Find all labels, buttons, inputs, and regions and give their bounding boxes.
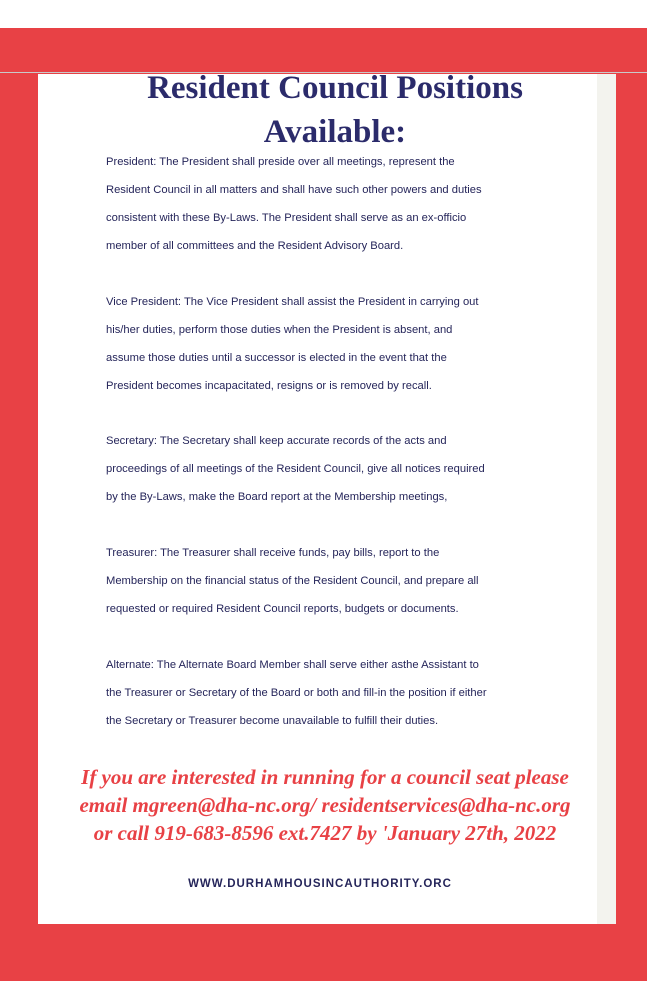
section-line: proceedings of all meetings of the Resident Council, give all notices required — [106, 463, 485, 475]
section-secretary — [106, 427, 576, 511]
section-line: consistent with these By-Laws. The President shall serve as an ex-officio — [106, 212, 467, 224]
flyer-title — [30, 66, 640, 154]
section-line: requested or required Resident Council reports, budgets or documents. — [106, 603, 459, 615]
section-line: by the By-Laws, make the Board report at the Membership meetings, — [106, 491, 448, 503]
contact-notice — [20, 763, 630, 847]
title-line-2: Available: — [263, 114, 407, 150]
section-line: Treasurer: The Treasurer shall receive funds, pay bills, report to the — [106, 547, 440, 559]
section-alternate — [106, 651, 576, 735]
section-line: member of all committees and the Resident Advisory Board. — [106, 240, 404, 252]
section-line: Vice President: The Vice President shall assist the President in carrying out — [106, 296, 479, 308]
section-line: President: The President shall preside over all meetings, represent the — [106, 156, 455, 168]
section-line: the Secretary or Treasurer become unavailable to fulfill their duties. — [106, 715, 439, 727]
section-line: President becomes incapacitated, resigns or is removed by recall. — [106, 380, 432, 392]
section-line: Resident Council in all matters and shall have such other powers and duties — [106, 184, 482, 196]
section-line: the Treasurer or Secretary of the Board or both and fill-in the position if either — [106, 687, 487, 699]
notice-line: If you are interested in running for a council seat please — [81, 765, 569, 789]
section-line: assume those duties until a successor is elected in the event that the — [106, 352, 447, 364]
notice-line: email mgreen@dha-nc.org/ residentservices@dha-nc.org — [79, 793, 571, 817]
section-line: Secretary: The Secretary shall keep accurate records of the acts and — [106, 435, 447, 447]
section-treasurer — [106, 539, 576, 623]
notice-line: or call 919-683-8596 ext.7427 by 'January 27th, 2022 — [93, 821, 557, 845]
title-line-1: Resident Council Positions — [147, 70, 523, 106]
website-url: WWW.DURHAMHOUSINCAUTHORITY.ORC — [188, 878, 452, 890]
section-line: Membership on the financial status of the Resident Council, and prepare all — [106, 575, 479, 587]
section-line: Alternate: The Alternate Board Member shall serve either asthe Assistant to — [106, 659, 479, 671]
section-president — [106, 148, 576, 260]
section-vice-president — [106, 288, 576, 400]
section-line: his/her duties, perform those duties when the President is absent, and — [106, 324, 453, 336]
